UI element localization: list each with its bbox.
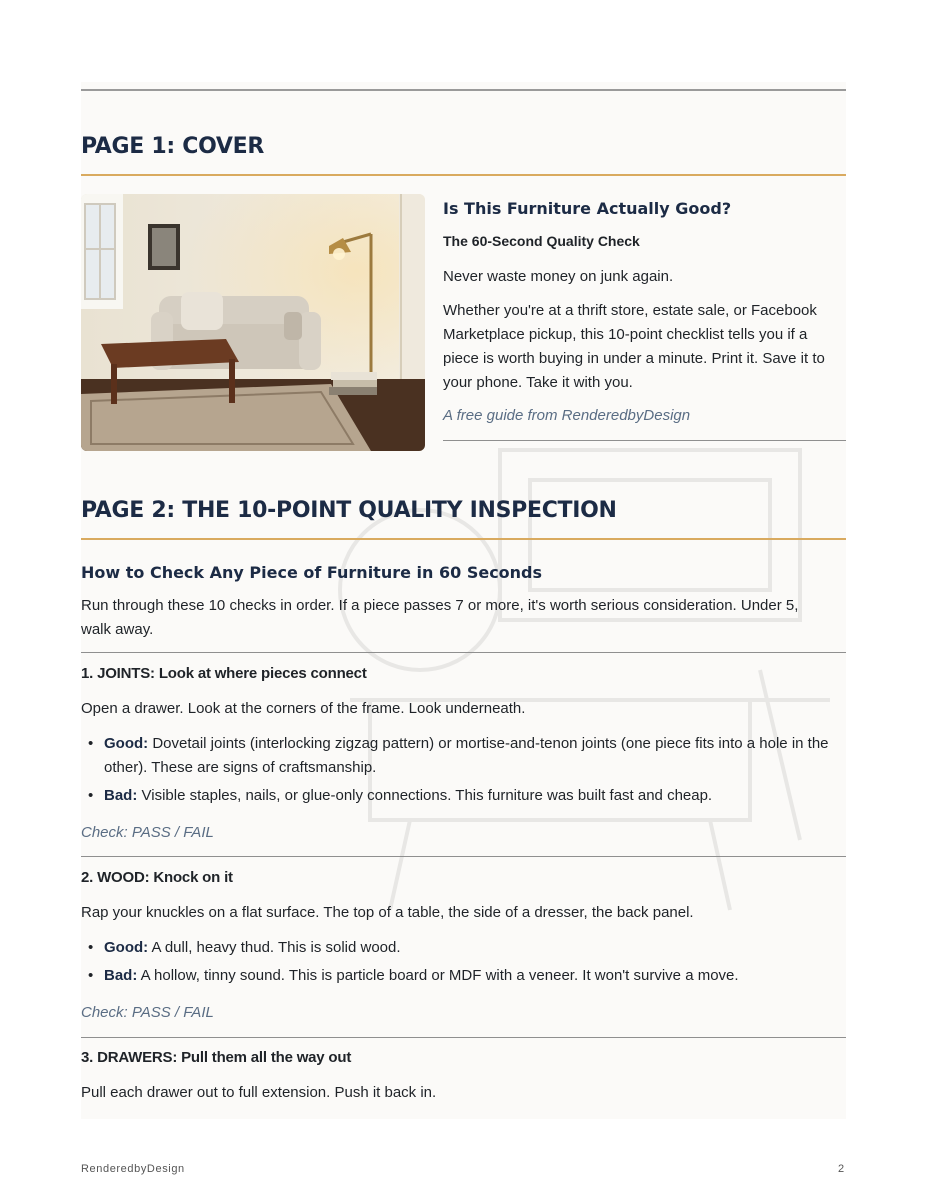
page2-heading-rule xyxy=(81,538,846,540)
check3-title: 3. DRAWERS: Pull them all the way out xyxy=(81,1049,352,1066)
check1-text: Open a drawer. Look at the corners of the frame. Look underneath. xyxy=(81,700,526,717)
good-text: Dovetail joints (interlocking zigzag pattern) or mortise-and-tenon joints (one piece fits into a hole in the other). These are signs of craftsmanship. xyxy=(104,735,829,776)
check2-divider xyxy=(81,856,846,857)
top-divider xyxy=(81,89,846,91)
cover-title: Is This Furniture Actually Good? xyxy=(443,199,732,218)
cover-photo xyxy=(81,194,425,451)
page2-intro: Run through these 10 checks in order. If a piece passes 7 or more, it's worth serious consideration. Under 5, walk away. xyxy=(81,597,799,638)
cover-intro: Whether you're at a thrift store, estate sale, or Facebook Marketplace pickup, this 10-point checklist tells you if a piece is worth buying in under a minute. Print it. Save it to your phone. Take it with you. xyxy=(443,302,825,391)
bullet-icon: • xyxy=(88,735,94,752)
cover-subtitle: The 60-Second Quality Check xyxy=(443,233,640,249)
page-number: 2 xyxy=(838,1163,845,1175)
bad-text: Visible staples, nails, or glue-only connections. This furniture was built fast and cheap. xyxy=(137,787,713,804)
bad-label: Bad: xyxy=(104,967,138,984)
good-label: Good: xyxy=(104,735,149,752)
check2-text: Rap your knuckles on a flat surface. The top of a table, the side of a dresser, the back panel. xyxy=(81,904,694,921)
check2-pass-fail: Check: PASS / FAIL xyxy=(81,1004,214,1021)
check3-text: Pull each drawer out to full extension. Push it back in. xyxy=(81,1084,437,1101)
check1-bad-item xyxy=(81,784,844,808)
check3-divider xyxy=(81,1037,846,1038)
cover-tagline: Never waste money on junk again. xyxy=(443,268,674,285)
bad-label: Bad: xyxy=(104,787,138,804)
check1-pass-fail: Check: PASS / FAIL xyxy=(81,824,214,841)
page2-subheading: How to Check Any Piece of Furniture in 60 Seconds xyxy=(81,563,543,582)
good-label: Good: xyxy=(104,939,149,956)
check1-good-item xyxy=(81,732,844,780)
check2-title: 2. WOOD: Knock on it xyxy=(81,869,233,886)
cover-divider xyxy=(443,440,846,441)
check2-good-item xyxy=(81,936,844,960)
bullet-icon: • xyxy=(88,939,94,956)
check1-divider xyxy=(81,652,846,653)
bullet-icon: • xyxy=(88,967,94,984)
cover-credit: A free guide from RenderedbyDesign xyxy=(443,407,691,424)
bad-text: A hollow, tinny sound. This is particle board or MDF with a veneer. It won't survive a move. xyxy=(137,967,739,984)
good-text: A dull, heavy thud. This is solid wood. xyxy=(148,939,401,956)
footer-brand: RenderedbyDesign xyxy=(81,1163,185,1175)
check2-bad-item xyxy=(81,964,844,988)
page1-heading: PAGE 1: COVER xyxy=(81,134,264,159)
check1-title: 1. JOINTS: Look at where pieces connect xyxy=(81,665,367,682)
page1-heading-rule xyxy=(81,174,846,176)
bullet-icon: • xyxy=(88,787,94,804)
page2-heading: PAGE 2: THE 10-POINT QUALITY INSPECTION xyxy=(81,498,617,523)
